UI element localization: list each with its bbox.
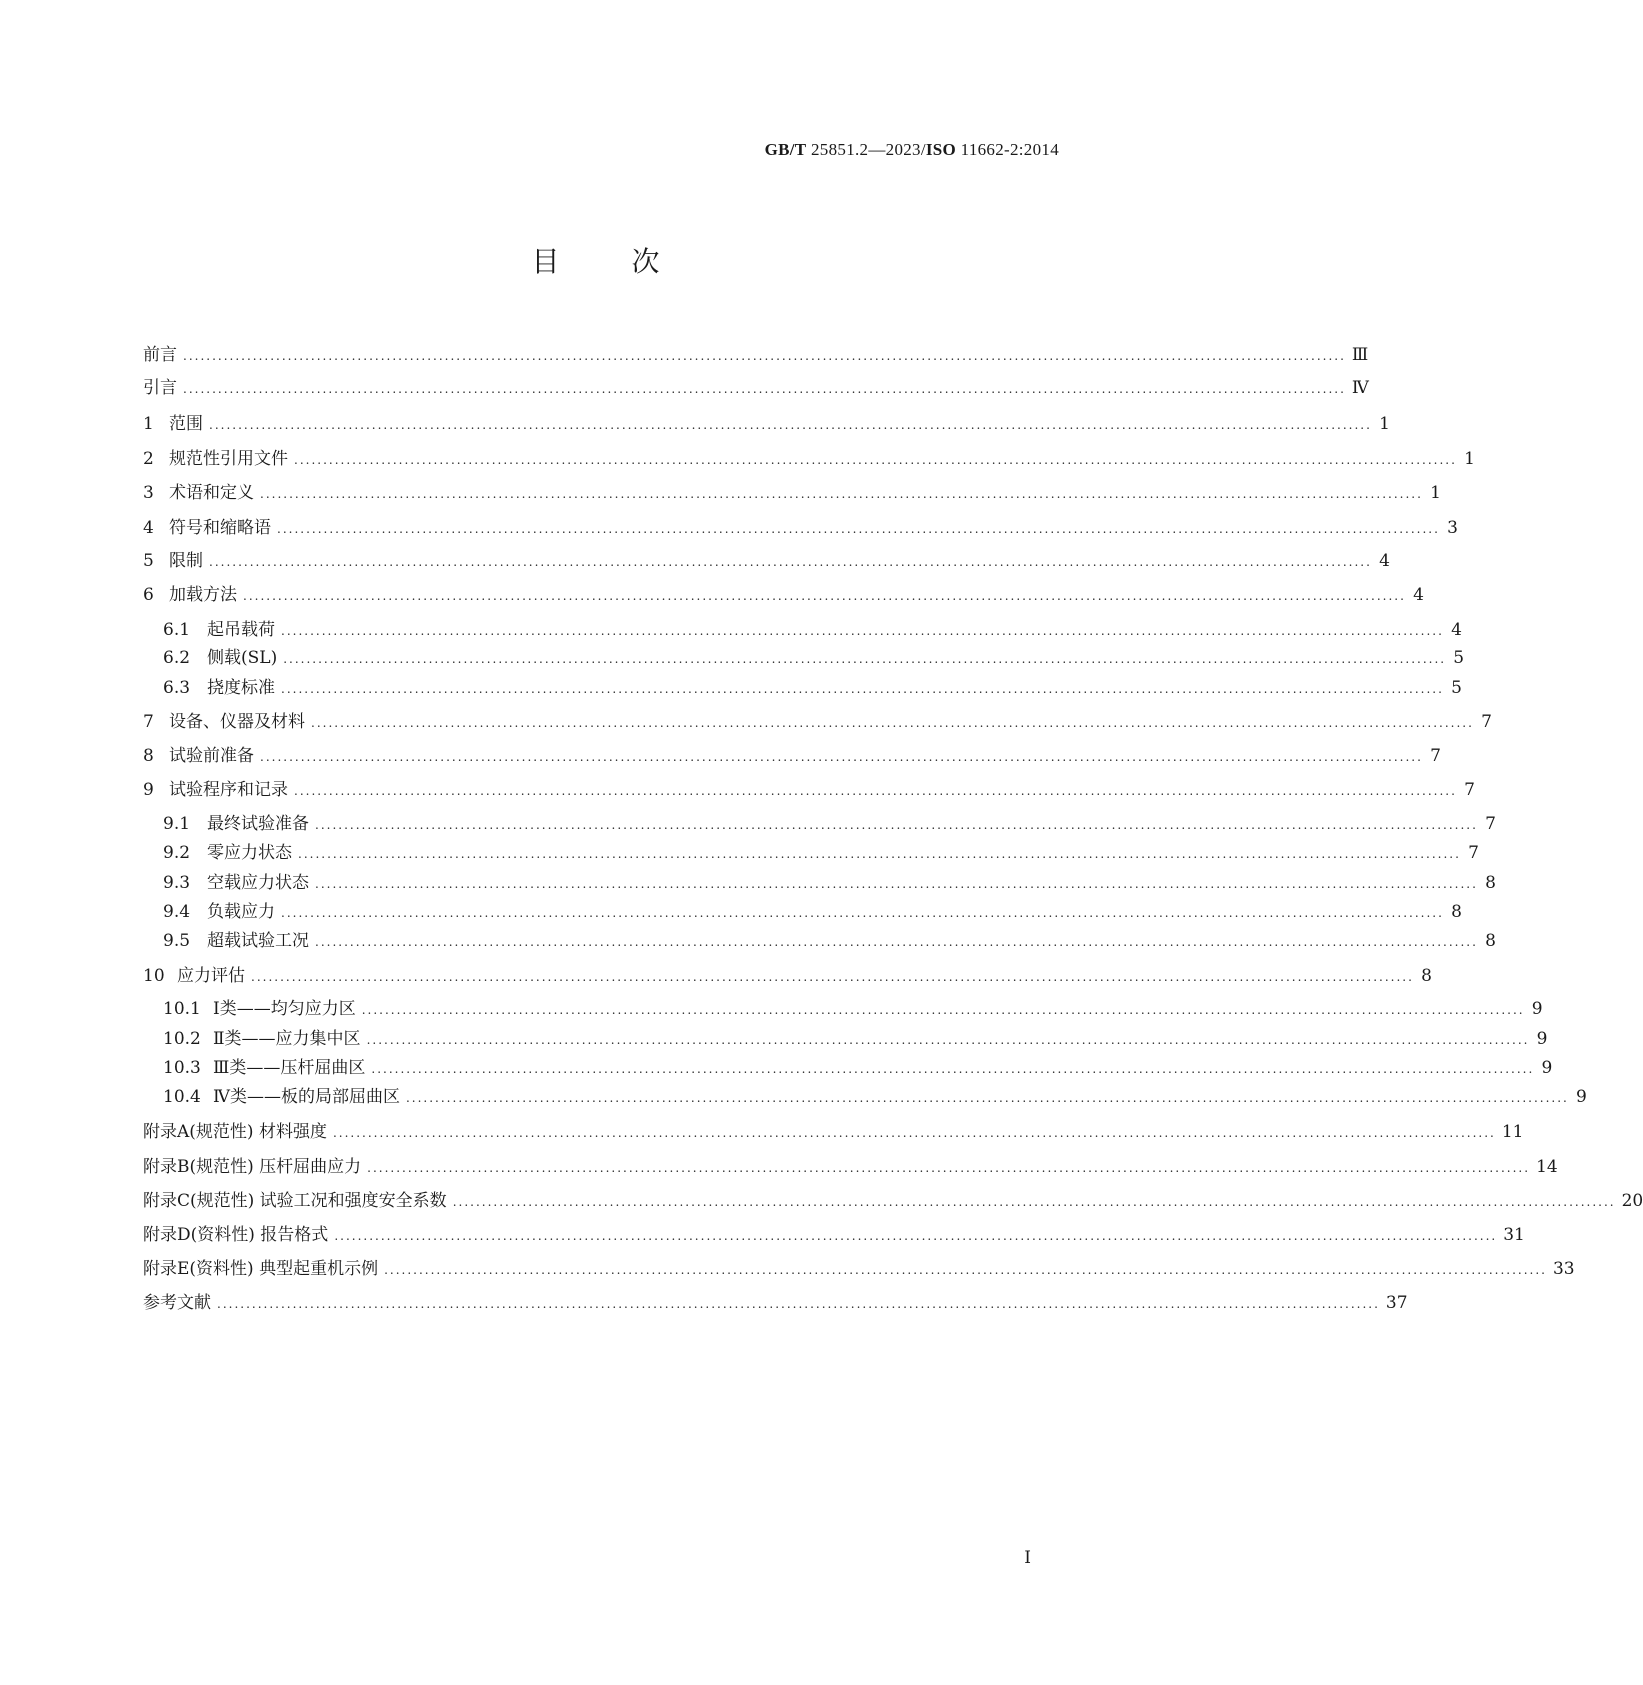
- title-char-1: 目: [531, 245, 560, 278]
- toc-leader-dots: ........................................................................................................................................................................................................: [371, 1062, 1535, 1076]
- toc-entry[interactable]: [143, 409, 1390, 434]
- toc-leader-dots: ........................................................................................................................................................................................................: [209, 555, 1372, 569]
- toc-entry-page: 3: [1447, 518, 1458, 538]
- toc-entry-number: 7: [143, 712, 154, 732]
- toc-entry-page: 7: [1430, 746, 1441, 766]
- toc-entry[interactable]: [163, 838, 1479, 863]
- toc-entry-page: 9: [1536, 1029, 1548, 1049]
- toc-entry[interactable]: [163, 643, 1465, 668]
- toc-entry-title: 附录C(规范性) 试验工况和强度安全系数: [143, 1191, 447, 1211]
- toc-leader-dots: ........................................................................................................................................................................................................: [294, 453, 1457, 467]
- toc-entry-number: 10.3: [163, 1058, 201, 1078]
- toc-entry[interactable]: [143, 741, 1441, 766]
- toc-entry[interactable]: [143, 775, 1475, 800]
- toc-leader-dots: ........................................................................................................................................................................................................: [315, 935, 1478, 949]
- toc-entry-title: 设备、仪器及材料: [169, 712, 305, 732]
- toc-entry-title: 参考文献: [143, 1293, 211, 1313]
- toc-entry-title: 空载应力状态: [207, 873, 309, 893]
- toc-leader-dots: ........................................................................................................................................................................................................: [281, 624, 1444, 638]
- toc-leader-dots: ........................................................................................................................................................................................................: [315, 818, 1478, 832]
- toc-entry-title: 侧载(SL): [207, 648, 278, 668]
- toc-entry[interactable]: [143, 1254, 1575, 1279]
- toc-entry[interactable]: [143, 1152, 1558, 1177]
- toc-entry-number: 6.2: [163, 648, 191, 668]
- toc-entry-page: 4: [1379, 551, 1390, 571]
- toc-entry-page: 7: [1485, 814, 1496, 834]
- toc-entry-page: 1: [1379, 414, 1390, 434]
- toc-entry-number: 9.1: [163, 814, 191, 834]
- toc-leader-dots: ........................................................................................................................................................................................................: [260, 487, 1423, 501]
- toc-leader-dots: ........................................................................................................................................................................................................: [384, 1263, 1547, 1277]
- toc-entry-number: 8: [143, 746, 154, 766]
- toc-entry[interactable]: [163, 1053, 1553, 1078]
- toc-entry-page: 9: [1541, 1058, 1553, 1078]
- toc-leader-dots: ........................................................................................................................................................................................................: [281, 682, 1444, 696]
- iso-number: 11662-2:2014: [956, 140, 1059, 159]
- toc-entry[interactable]: [143, 1186, 1643, 1211]
- toc-entry-number: 2: [143, 449, 154, 469]
- toc-entry-page: 1: [1464, 449, 1475, 469]
- toc-entry-number: 9.3: [163, 873, 191, 893]
- toc-entry[interactable]: [143, 580, 1424, 605]
- toc-leader-dots: ........................................................................................................................................................................................................: [217, 1297, 1380, 1311]
- toc-entry-title: 附录E(资料性) 典型起重机示例: [143, 1259, 379, 1279]
- toc-entry[interactable]: [163, 897, 1462, 922]
- toc-entry-title: 引言: [143, 378, 177, 398]
- toc-leader-dots: ........................................................................................................................................................................................................: [260, 750, 1423, 764]
- toc-leader-dots: ........................................................................................................................................................................................................: [251, 970, 1414, 984]
- toc-entry-number: 9.5: [163, 931, 191, 951]
- toc-entry-number: 9.4: [163, 902, 191, 922]
- toc-entry-title: 超载试验工况: [207, 931, 309, 951]
- toc-entry-number: 6.1: [163, 620, 191, 640]
- toc-entry-title: 附录B(规范性) 压杆屈曲应力: [143, 1157, 362, 1177]
- toc-leader-dots: ........................................................................................................................................................................................................: [298, 847, 1461, 861]
- toc-entry-title: 符号和缩略语: [169, 518, 271, 538]
- toc-leader-dots: ........................................................................................................................................................................................................: [332, 1126, 1496, 1140]
- toc-entry-page: 37: [1385, 1293, 1408, 1313]
- toc-entry[interactable]: [163, 809, 1496, 834]
- toc-entry[interactable]: [143, 513, 1458, 538]
- toc-entry-page: 20: [1621, 1191, 1643, 1211]
- toc-entry-title: Ⅱ类——应力集中区: [213, 1029, 361, 1049]
- toc-entry[interactable]: [143, 373, 1369, 398]
- toc-entry-title: 附录D(资料性) 报告格式: [143, 1225, 329, 1245]
- toc-entry-number: 4: [143, 518, 154, 538]
- iso-prefix: ISO: [925, 140, 957, 159]
- toc-entry-page: 4: [1413, 585, 1424, 605]
- title-char-2: 次: [631, 245, 660, 278]
- toc-entry[interactable]: [143, 707, 1492, 732]
- toc-entry-page: 4: [1451, 620, 1462, 640]
- toc-entry-title: Ⅲ类——压杆屈曲区: [213, 1058, 366, 1078]
- toc-entry-title: 术语和定义: [169, 483, 254, 503]
- toc-entry-page: 8: [1451, 902, 1462, 922]
- toc-leader-dots: ........................................................................................................................................................................................................: [452, 1195, 1616, 1209]
- toc-entry-title: 前言: [143, 345, 177, 365]
- toc-entry[interactable]: [163, 994, 1543, 1019]
- toc-entry-page: 7: [1468, 843, 1479, 863]
- toc-entry-title: Ⅰ类——均匀应力区: [213, 999, 356, 1019]
- toc-entry-page: 8: [1421, 966, 1432, 986]
- toc-entry-title: 规范性引用文件: [169, 449, 288, 469]
- toc-entry[interactable]: [143, 1220, 1525, 1245]
- toc-leader-dots: ........................................................................................................................................................................................................: [311, 716, 1474, 730]
- toc-leader-dots: ........................................................................................................................................................................................................: [183, 349, 1346, 363]
- toc-entry-page: 11: [1501, 1122, 1524, 1142]
- toc-entry-title: 试验前准备: [169, 746, 254, 766]
- toc-entry-number: 10.2: [163, 1029, 201, 1049]
- toc-entry-title: 起吊载荷: [207, 620, 275, 640]
- toc-entry-number: 6: [143, 585, 154, 605]
- toc-entry-page: 33: [1552, 1259, 1575, 1279]
- toc-entry-title: 零应力状态: [207, 843, 292, 863]
- toc-leader-dots: ........................................................................................................................................................................................................: [367, 1161, 1531, 1175]
- toc-entry-title: Ⅳ类——板的局部屈曲区: [213, 1087, 400, 1107]
- toc-leader-dots: ........................................................................................................................................................................................................: [243, 589, 1406, 603]
- toc-entry-title: 挠度标准: [207, 678, 275, 698]
- toc-entry-page: 14: [1536, 1157, 1558, 1177]
- toc-entry[interactable]: [143, 340, 1369, 365]
- toc-leader-dots: ........................................................................................................................................................................................................: [183, 382, 1346, 396]
- toc-entry[interactable]: [143, 1288, 1408, 1313]
- toc-entry-number: 9.2: [163, 843, 191, 863]
- toc-leader-dots: ........................................................................................................................................................................................................: [315, 877, 1478, 891]
- toc-entry-page: 5: [1453, 648, 1465, 668]
- toc-entry-title: 附录A(规范性) 材料强度: [143, 1122, 327, 1142]
- toc-entry-page: 7: [1481, 712, 1492, 732]
- toc-entry[interactable]: [163, 1024, 1548, 1049]
- toc-entry-page: 7: [1464, 780, 1475, 800]
- toc-entry-title: 限制: [169, 551, 203, 571]
- standard-number: 25851.2—2023/: [806, 140, 926, 159]
- toc-entry[interactable]: [143, 546, 1390, 571]
- toc-entry-number: 5: [143, 551, 154, 571]
- standard-code: [765, 140, 1059, 160]
- toc-leader-dots: ........................................................................................................................................................................................................: [283, 652, 1447, 666]
- toc-entry-page: 9: [1576, 1087, 1587, 1107]
- toc-entry[interactable]: [163, 673, 1462, 698]
- toc-leader-dots: ........................................................................................................................................................................................................: [277, 522, 1440, 536]
- toc-entry-number: 10.4: [163, 1087, 201, 1107]
- toc-entry-title: 最终试验准备: [207, 814, 309, 834]
- toc-entry[interactable]: [163, 926, 1496, 951]
- toc-entry-number: 6.3: [163, 678, 191, 698]
- page-number: Ⅰ: [1024, 1548, 1031, 1567]
- toc-entry[interactable]: [143, 1117, 1524, 1142]
- toc-entry-title: 试验程序和记录: [169, 780, 288, 800]
- toc-entry-page: 31: [1503, 1225, 1525, 1245]
- toc-entry-page: 8: [1485, 873, 1496, 893]
- toc-entry-page: 9: [1531, 999, 1543, 1019]
- toc-entry[interactable]: [163, 615, 1462, 640]
- toc-leader-dots: ........................................................................................................................................................................................................: [361, 1003, 1525, 1017]
- toc-leader-dots: ........................................................................................................................................................................................................: [294, 784, 1457, 798]
- toc-entry-page: 1: [1430, 483, 1441, 503]
- toc-leader-dots: ........................................................................................................................................................................................................: [281, 906, 1444, 920]
- toc-leader-dots: ........................................................................................................................................................................................................: [366, 1033, 1530, 1047]
- toc-leader-dots: ........................................................................................................................................................................................................: [405, 1091, 1569, 1105]
- toc-entry-title: 范围: [169, 414, 203, 434]
- toc-entry-number: 10.1: [163, 999, 201, 1019]
- toc-entry-page: Ⅲ: [1351, 345, 1369, 365]
- toc-entry-number: 3: [143, 483, 154, 503]
- toc-leader-dots: ........................................................................................................................................................................................................: [209, 418, 1372, 432]
- toc-entry-page: 5: [1451, 678, 1462, 698]
- toc-entry-number: 9: [143, 780, 154, 800]
- toc-entry-title: 负载应力: [207, 902, 275, 922]
- toc-entry-title: 加载方法: [169, 585, 237, 605]
- toc-entry-number: 1: [143, 414, 154, 434]
- toc-entry-page: Ⅳ: [1351, 378, 1369, 398]
- toc-entry[interactable]: [143, 961, 1432, 986]
- toc-entry[interactable]: [163, 868, 1496, 893]
- standard-prefix: GB/T: [764, 140, 807, 159]
- toc-entry-page: 8: [1485, 931, 1496, 951]
- toc-entry-title: 应力评估: [177, 966, 245, 986]
- toc-entry-number: 10: [143, 966, 165, 986]
- toc-entry[interactable]: [163, 1082, 1587, 1107]
- toc-leader-dots: ........................................................................................................................................................................................................: [334, 1229, 1498, 1243]
- toc-entry[interactable]: [143, 478, 1441, 503]
- toc-entry[interactable]: [143, 444, 1475, 469]
- page-title: [0, 240, 1191, 280]
